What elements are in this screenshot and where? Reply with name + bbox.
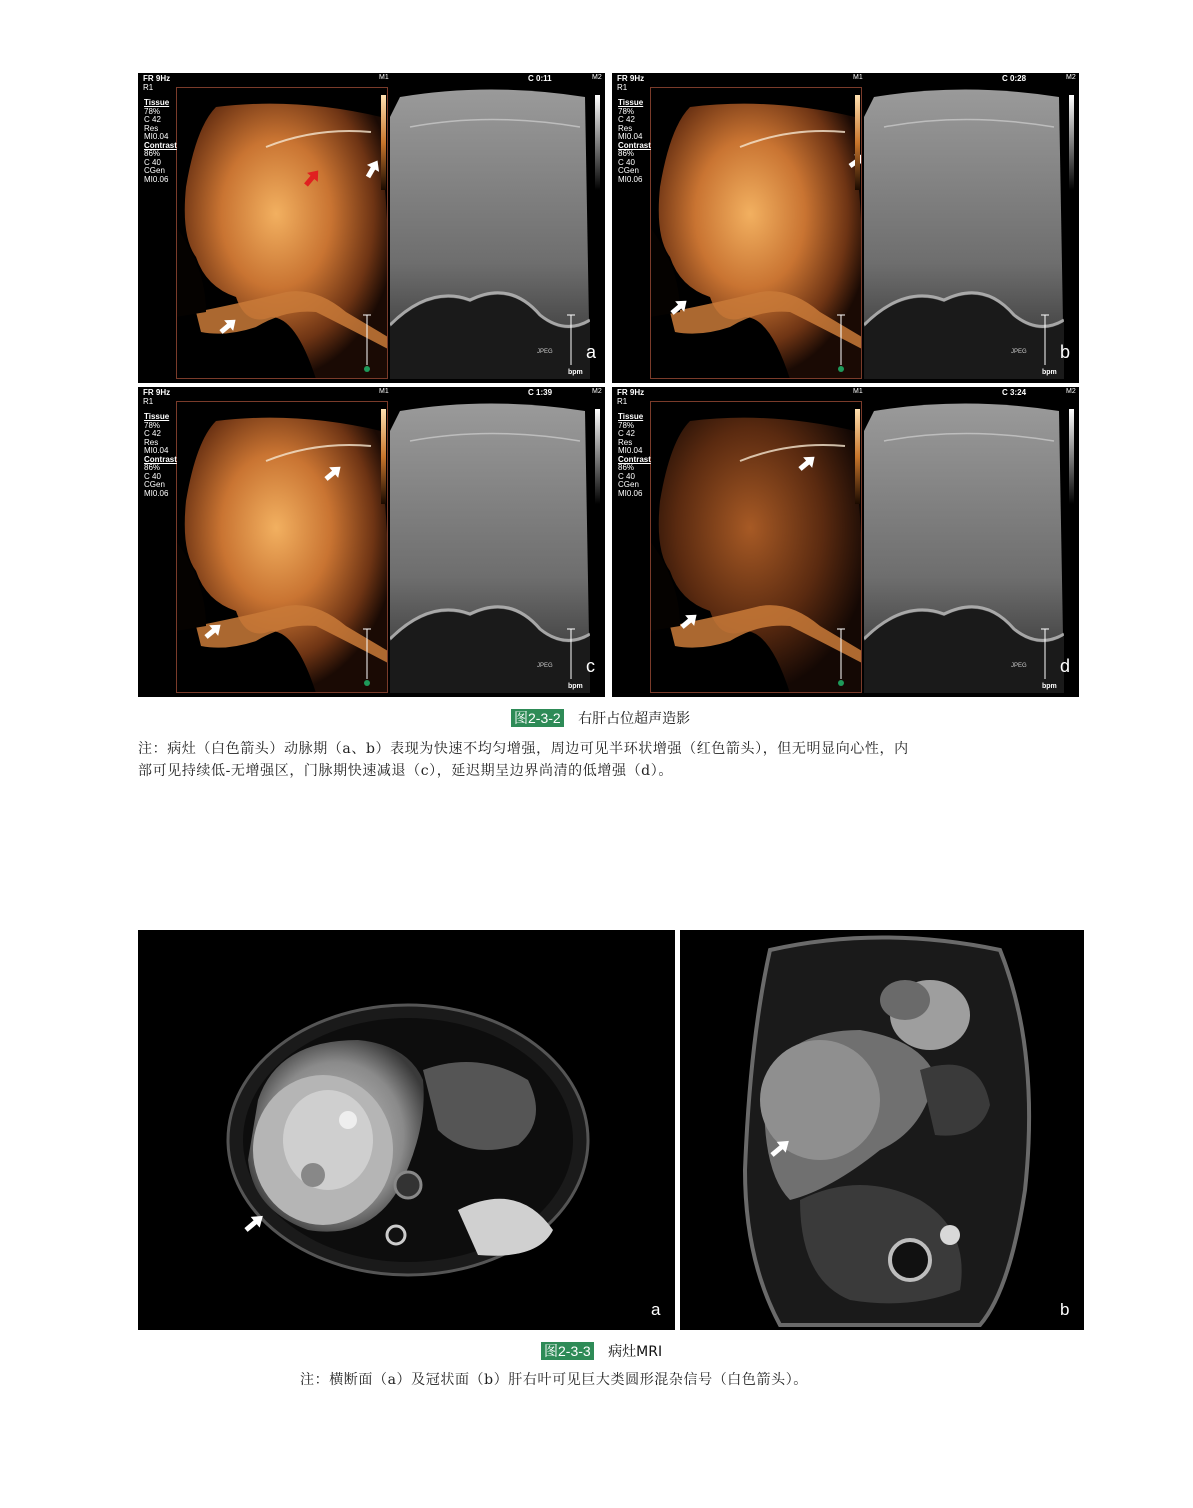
tissue-heading: Tissue: [618, 98, 644, 107]
contrast-value: C 40: [144, 471, 161, 481]
b-mode-image: [390, 87, 590, 379]
contrast-value: 86%: [618, 149, 635, 158]
panel-label: b: [1060, 342, 1071, 362]
bpm-label: bpm: [1042, 683, 1057, 690]
note-line: 部可见持续低-无增强区，门脉期快速减退（c），延迟期呈边界尚清的低增强（d）。: [138, 763, 673, 779]
figure-caption-2-3-2: [511, 708, 690, 728]
r1-label: R1: [617, 397, 628, 406]
note-line: 注：病灶（白色箭头）动脉期（a、b）表现为快速不均匀增强，周边可见半环状增强（红色箭头），但无明显向心性，内: [138, 741, 909, 757]
contrast-heading: Contrast: [618, 454, 651, 464]
us-header: [617, 388, 644, 406]
jpeg-label: JPEG: [537, 663, 553, 669]
contrast-heading: Contrast: [144, 140, 177, 150]
frame-rate: FR 9Hz: [617, 388, 645, 397]
figure-number: 图2-3-2: [511, 709, 564, 727]
ultrasound-panel-a: [138, 73, 605, 383]
m2-label: M2: [592, 388, 602, 395]
tissue-value: C 42: [618, 429, 635, 438]
tissue-value: Res: [144, 123, 159, 133]
tissue-heading: Tissue: [144, 98, 170, 107]
m2-label: M2: [1066, 74, 1076, 81]
contrast-frame: [650, 87, 862, 379]
mri-coronal-panel: [680, 930, 1084, 1330]
panel-label: c: [586, 656, 595, 676]
us-header: [143, 74, 170, 92]
figure-title: 右肝占位超声造影: [578, 711, 691, 727]
us-parameters: [144, 413, 177, 498]
panel-label: d: [1060, 656, 1071, 676]
tissue-value: Res: [144, 437, 159, 447]
m2-label: M2: [1066, 388, 1076, 395]
contrast-value: 86%: [618, 463, 635, 472]
tissue-heading: Tissue: [144, 412, 170, 421]
us-parameters: [144, 99, 177, 184]
contrast-value: 86%: [144, 463, 161, 472]
tissue-value: 78%: [144, 420, 161, 430]
tissue-value: C 42: [144, 115, 161, 124]
figure-caption-2-3-3: [541, 1341, 662, 1361]
ultrasound-panel-d: [612, 387, 1079, 697]
contrast-heading: Contrast: [618, 140, 651, 150]
m2-label: M2: [592, 74, 602, 81]
panel-label: a: [586, 342, 597, 362]
contrast-frame: [176, 87, 388, 379]
r1-label: R1: [143, 397, 154, 406]
us-parameters: [618, 413, 651, 498]
b-mode-image: [390, 401, 590, 693]
contrast-value: CGen: [144, 166, 165, 175]
tissue-value: 78%: [144, 106, 161, 116]
r1-label: R1: [143, 83, 154, 92]
contrast-value: 86%: [144, 149, 161, 158]
bpm-label: bpm: [1042, 369, 1057, 376]
m1-label: M1: [853, 74, 863, 81]
tissue-value: C 42: [144, 429, 161, 438]
contrast-value: MI0.06: [618, 174, 643, 184]
contrast-time: C 1:39: [528, 388, 553, 397]
tissue-value: MI0.04: [144, 132, 169, 141]
frame-rate: FR 9Hz: [617, 74, 645, 83]
us-header: [617, 74, 644, 92]
jpeg-label: JPEG: [1011, 349, 1027, 355]
contrast-value: MI0.06: [144, 488, 169, 498]
us-header: [143, 388, 170, 406]
tissue-value: MI0.04: [618, 132, 643, 141]
contrast-time: C 0:28: [1002, 74, 1027, 83]
contrast-value: CGen: [144, 480, 165, 489]
panel-label-b: b: [1060, 1300, 1070, 1319]
tissue-value: 78%: [618, 420, 635, 430]
note-line: 注：横断面（a）及冠状面（b）肝右叶可见巨大类圆形混杂信号（白色箭头）。: [300, 1372, 808, 1388]
contrast-time: C 0:11: [528, 74, 552, 83]
mri-axial-panel: [138, 930, 675, 1330]
m1-label: M1: [853, 388, 863, 395]
tissue-value: Res: [618, 123, 633, 133]
contrast-value: MI0.06: [618, 488, 643, 498]
b-mode-image: [864, 401, 1064, 693]
contrast-value: C 40: [618, 471, 635, 481]
b-mode-image: [864, 87, 1064, 379]
tissue-value: C 42: [618, 115, 635, 124]
contrast-value: CGen: [618, 480, 639, 489]
contrast-value: MI0.06: [144, 174, 169, 184]
m1-label: M1: [379, 388, 389, 395]
contrast-value: CGen: [618, 166, 639, 175]
tissue-heading: Tissue: [618, 412, 644, 421]
figure-title: 病灶MRI: [608, 1344, 663, 1360]
frame-rate: FR 9Hz: [143, 388, 171, 397]
tissue-value: 78%: [618, 106, 635, 116]
us-parameters: [618, 99, 651, 184]
contrast-value: C 40: [144, 157, 161, 167]
m1-label: M1: [379, 74, 389, 81]
ultrasound-panel-c: [138, 387, 605, 697]
frame-rate: FR 9Hz: [143, 74, 171, 83]
contrast-value: C 40: [618, 157, 635, 167]
tissue-value: MI0.04: [618, 446, 643, 455]
tissue-value: Res: [618, 437, 633, 447]
ultrasound-panel-b: [612, 73, 1079, 383]
jpeg-label: JPEG: [537, 349, 553, 355]
bpm-label: bpm: [568, 369, 583, 376]
jpeg-label: JPEG: [1011, 663, 1027, 669]
bpm-label: bpm: [568, 683, 583, 690]
panel-label-a: a: [651, 1300, 661, 1319]
r1-label: R1: [617, 83, 628, 92]
figure-note-2-3-2: [138, 738, 1098, 782]
contrast-time: C 3:24: [1002, 388, 1027, 397]
contrast-frame: [650, 401, 862, 693]
contrast-frame: [176, 401, 388, 693]
figure-note-2-3-3: [300, 1369, 1020, 1391]
tissue-value: MI0.04: [144, 446, 169, 455]
contrast-heading: Contrast: [144, 454, 177, 464]
figure-number: 图2-3-3: [541, 1342, 594, 1360]
